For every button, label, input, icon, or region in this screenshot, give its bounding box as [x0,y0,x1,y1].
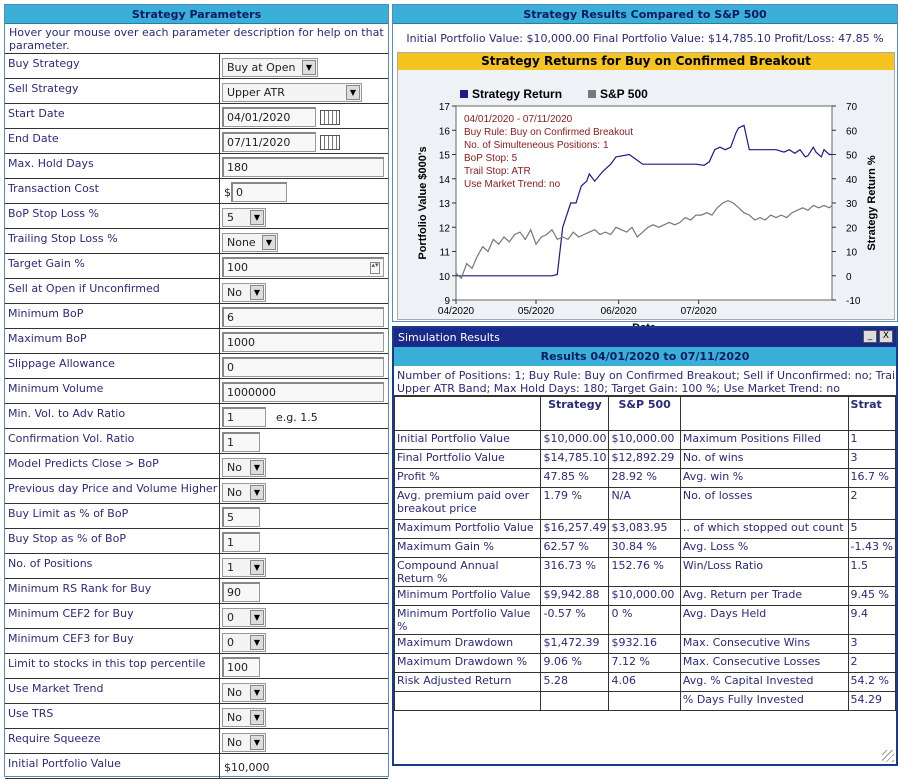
select-value: No [227,710,242,724]
chevron-down-icon: ▼ [346,85,360,100]
param-input[interactable]: 0 [231,182,287,202]
param-value-cell [220,104,388,128]
col-sp500: S&P 500 [609,397,680,431]
param-label[interactable]: Trailing Stop Loss % [5,229,220,253]
strategy-value-2: 16.7 % [848,469,895,488]
param-input[interactable]: 5 [222,507,260,527]
select-value: 1 [227,560,234,574]
select-value: No [227,460,242,474]
sp500-value: 7.12 % [609,654,680,673]
results-row [395,692,896,711]
window-title: Simulation Results [398,331,500,344]
param-value-cell [220,54,388,78]
metric-label-2: Win/Loss Ratio [680,558,848,587]
param-label[interactable]: Min. Vol. to Adv Ratio [5,404,220,428]
param-row [5,404,388,429]
strategy-value: $10,000.00 [541,431,609,450]
chevron-down-icon: ▼ [250,610,264,625]
param-row [5,104,388,129]
param-row [5,554,388,579]
strategy-value-2: -1.43 % [848,539,895,558]
param-label[interactable]: Minimum Volume [5,379,220,403]
param-value-cell [220,404,388,428]
chevron-down-icon: ▼ [250,460,264,475]
param-value-cell [220,379,388,403]
metric-label-2: No. of wins [680,450,848,469]
y-tick-label: 9 [444,296,450,307]
y-right-tick-label: -10 [846,296,861,307]
spinner-icon[interactable]: ▴▾ [370,262,380,274]
param-row [5,329,388,354]
results-row [395,558,896,587]
param-value-cell [220,179,388,203]
param-label[interactable]: Minimum BoP [5,304,220,328]
param-label[interactable]: Minimum CEF3 for Buy [5,629,220,653]
param-row [5,79,388,104]
y-tick-label: 13 [438,199,450,210]
y-tick-label: 12 [438,223,450,235]
param-value-cell [220,629,388,653]
param-hint: e.g. 1.5 [276,410,318,424]
param-value-cell [220,279,388,303]
sp500-value: 152.76 % [609,558,680,587]
results-row [395,635,896,654]
metric-label-2: Avg. % Capital Invested [680,673,848,692]
param-row [5,729,388,754]
param-value-cell [220,354,388,378]
param-value-cell [220,554,388,578]
param-input[interactable]: 6 [222,307,384,327]
param-input[interactable]: 1000 [222,332,384,352]
sp500-value [609,692,680,711]
param-select[interactable] [222,683,266,702]
param-label[interactable]: Max. Hold Days [5,154,220,178]
select-value: Buy at Open [227,60,296,74]
select-value: No [227,735,242,749]
chevron-down-icon: ▼ [250,285,264,300]
y-tick-label: 11 [439,247,450,259]
simulation-results-window [392,326,898,766]
param-select[interactable] [222,233,278,252]
results-row [395,520,896,539]
results-header: Strategy Results Compared to S&P 500 [393,5,897,24]
param-row [5,304,388,329]
date-input[interactable]: 07/11/2020 [222,132,316,152]
chart-annotation: Buy Rule: Buy on Confirmed Breakout [464,127,633,138]
select-value: No [227,485,242,499]
strategy-value: 316.73 % [541,558,609,587]
legend-swatch-strategy [460,90,468,98]
param-value-cell [220,704,388,728]
metric-label-2: Avg. Days Held [680,606,848,635]
chart-annotation: Use Market Trend: no [464,179,561,190]
param-label[interactable]: Minimum RS Rank for Buy [5,579,220,603]
param-value-cell [220,604,388,628]
param-input[interactable]: 1 [222,407,266,427]
x-tick-label: 05/2020 [517,306,555,317]
strategy-parameters-panel [4,4,389,777]
param-row [5,454,388,479]
results-row [395,469,896,488]
y-right-tick-label: 70 [846,102,858,113]
date-input[interactable]: 04/01/2020 [222,107,316,127]
parameters-help-text: Hover your mouse over each parameter description for help on that parameter. [5,24,388,54]
param-label[interactable]: Maximum BoP [5,329,220,353]
param-value-cell [220,329,388,353]
metric-label: Maximum Drawdown [395,635,541,654]
param-value-cell [220,654,388,678]
results-row [395,673,896,692]
sim-description-line1: Number of Positions: 1; Buy Rule: Buy on Confirmed Breakout; Sell if Unconfirmed: no; Trai [397,369,896,382]
param-row [5,179,388,204]
param-select[interactable] [222,58,318,77]
calendar-icon[interactable] [320,110,340,125]
x-tick-label: 07/2020 [680,306,717,317]
strategy-value-2: 1 [848,431,895,450]
metric-label: Initial Portfolio Value [395,431,541,450]
strategy-results-panel [392,4,898,322]
col-empty [395,397,541,431]
strategy-value: -0.57 % [541,606,609,635]
metric-label: Final Portfolio Value [395,450,541,469]
y-tick-label: 14 [438,174,450,186]
select-value: 0 [227,635,234,649]
sp500-value: 28.92 % [609,469,680,488]
param-label[interactable]: Use Market Trend [5,679,220,703]
strategy-value-2: 2 [848,488,895,520]
y-tick-label: 15 [438,150,450,162]
param-value-cell [220,229,388,253]
param-label[interactable]: Sell at Open if Unconfirmed [5,279,220,303]
results-row [395,539,896,558]
param-label[interactable]: End Date [5,129,220,153]
param-input[interactable]: 0 [222,357,384,377]
param-input[interactable]: 100 [222,657,260,677]
param-value-cell [220,79,388,103]
sp500-value: 4.06 [609,673,680,692]
param-value-cell [220,729,388,753]
y-tick-label: 10 [438,271,450,283]
strategy-value-2: 9.45 % [848,587,895,606]
param-value-cell [220,304,388,328]
y-right-tick-label: 10 [846,247,858,259]
param-select[interactable] [222,83,362,102]
legend-swatch-sp500 [588,90,596,98]
strategy-value: $16,257.49 [541,520,609,539]
metric-label-2: Avg. win % [680,469,848,488]
param-input[interactable]: 90 [222,582,260,602]
metric-label-2: .. of which stopped out count [680,520,848,539]
metric-label: Minimum Portfolio Value % [395,606,541,635]
param-select[interactable] [222,283,266,302]
param-select[interactable] [222,208,266,227]
chevron-down-icon: ▼ [250,560,264,575]
param-label[interactable]: Start Date [5,104,220,128]
param-input[interactable]: 1000000 [222,382,384,402]
results-row [395,654,896,673]
strategy-value: 9.06 % [541,654,609,673]
parameters-header: Strategy Parameters [5,5,388,24]
y-tick-label: 16 [438,126,450,138]
portfolio-summary: Initial Portfolio Value: $10,000.00 Final Portfolio Value: $14,785.10 Profit/Loss: 47.85 % [406,32,884,45]
param-static-value: $10,000 [224,760,270,774]
sim-description [394,366,896,396]
sp500-value: N/A [609,488,680,520]
sp500-value: $12,892.29 [609,450,680,469]
strategy-value: $14,785.10 [541,450,609,469]
param-label[interactable]: Model Predicts Close > BoP [5,454,220,478]
param-select[interactable] [222,733,266,752]
metric-label-2: Max. Consecutive Wins [680,635,848,654]
metric-label-2: Avg. Return per Trade [680,587,848,606]
select-value: Upper ATR [227,85,285,99]
chevron-down-icon: ▼ [250,710,264,725]
chart-annotation: Trail Stop: ATR [464,166,531,177]
param-label[interactable]: Minimum CEF2 for Buy [5,604,220,628]
param-value-cell [220,579,388,603]
strategy-value-2: 3 [848,450,895,469]
param-row [5,229,388,254]
sp500-value: 30.84 % [609,539,680,558]
strategy-value-2: 5 [848,520,895,539]
param-row [5,154,388,179]
param-input[interactable]: 1 [222,532,260,552]
param-select[interactable] [222,708,266,727]
y-right-axis-label: Strategy Return % [866,155,878,251]
param-value-cell [220,204,388,228]
y-right-tick-label: 20 [846,223,858,235]
strategy-value: 62.57 % [541,539,609,558]
sp500-value: $10,000.00 [609,587,680,606]
param-value-cell [220,129,388,153]
param-row [5,354,388,379]
param-input[interactable]: 1 [222,432,260,452]
param-label[interactable]: Initial Portfolio Value [5,754,220,778]
select-value: No [227,285,242,299]
metric-label: Risk Adjusted Return [395,673,541,692]
metric-label-2: No. of losses [680,488,848,520]
metric-label [395,692,541,711]
select-value: 5 [227,210,234,224]
param-value-cell [220,504,388,528]
metric-label: Profit % [395,469,541,488]
param-label[interactable]: Use TRS [5,704,220,728]
chevron-down-icon: ▼ [250,485,264,500]
param-label[interactable]: BoP Stop Loss % [5,204,220,228]
param-value-cell [220,479,388,503]
strategy-value [541,692,609,711]
chevron-down-icon: ▼ [302,60,316,75]
param-row [5,604,388,629]
select-value: No [227,685,242,699]
param-label[interactable]: Buy Limit as % of BoP [5,504,220,528]
param-select[interactable] [222,633,266,652]
param-label[interactable]: Limit to stocks in this top percentile [5,654,220,678]
param-value-cell [220,154,388,178]
spin-value: 100 [227,261,248,274]
select-value: 0 [227,610,234,624]
param-row [5,529,388,554]
param-label[interactable]: Confirmation Vol. Ratio [5,429,220,453]
param-value-cell [220,754,388,778]
strategy-value: 5.28 [541,673,609,692]
sp500-value: $3,083.95 [609,520,680,539]
col-strategy-2: Strat [848,397,895,431]
metric-label-2: % Days Fully Invested [680,692,848,711]
param-row [5,629,388,654]
param-value-cell [220,679,388,703]
chart-svg [398,70,894,319]
strategy-value-2: 1.5 [848,558,895,587]
param-label[interactable]: Target Gain % [5,254,220,278]
chart-annotation: 04/01/2020 - 07/11/2020 [464,114,573,125]
metric-label: Maximum Portfolio Value [395,520,541,539]
param-row [5,254,388,279]
chevron-down-icon: ▼ [250,635,264,650]
param-value-cell [220,254,388,278]
minimize-button[interactable]: _ [863,330,877,343]
y-right-tick-label: 60 [846,126,858,138]
param-row [5,504,388,529]
strategy-value-2: 3 [848,635,895,654]
chevron-down-icon: ▼ [250,210,264,225]
chart-annotation: BoP Stop: 5 [464,153,518,164]
sim-description-line2: Upper ATR Band; Max Hold Days: 180; Target Gain: 100 %; Use Market Trend: no [397,382,840,395]
param-row [5,129,388,154]
sp500-value: 0 % [609,606,680,635]
y-axis-label: Portfolio Value $000's [417,146,429,260]
param-row [5,579,388,604]
param-row [5,704,388,729]
spin-input[interactable] [222,257,384,277]
param-row [5,379,388,404]
sp500-value: $10,000.00 [609,431,680,450]
chevron-down-icon: ▼ [262,235,276,250]
currency-prefix: $ [224,185,231,199]
metric-label-2: Maximum Positions Filled [680,431,848,450]
strategy-value: $9,942.88 [541,587,609,606]
strategy-value-2: 2 [848,654,895,673]
results-row [395,587,896,606]
col-empty-2 [680,397,848,431]
y-right-tick-label: 30 [846,199,858,210]
legend-label-sp500: S&P 500 [600,87,648,101]
y-right-tick-label: 50 [846,150,858,162]
chevron-down-icon: ▼ [250,685,264,700]
param-row [5,429,388,454]
param-select[interactable] [222,458,266,477]
y-tick-label: 17 [438,102,450,113]
legend-label-strategy: Strategy Return [472,87,563,101]
y-right-tick-label: 0 [846,271,852,283]
param-row [5,754,388,779]
param-select[interactable] [222,558,266,577]
spacer-cell [395,711,896,733]
strategy-value: 47.85 % [541,469,609,488]
param-label[interactable]: Previous day Price and Volume Higher [5,479,220,503]
strategy-value-2: 54.2 % [848,673,895,692]
strategy-value: 1.79 % [541,488,609,520]
chart-title: Strategy Returns for Buy on Confirmed Breakout [398,53,894,70]
sp500-value: $932.16 [609,635,680,654]
col-strategy: Strategy [541,397,609,431]
param-value-cell [220,454,388,478]
results-row [395,431,896,450]
results-table [394,396,896,733]
close-button[interactable]: X [879,330,893,343]
param-label[interactable]: Require Squeeze [5,729,220,753]
param-label[interactable]: Slippage Allowance [5,354,220,378]
metric-label: Maximum Gain % [395,539,541,558]
select-value: None [227,235,256,249]
x-tick-label: 04/2020 [437,306,475,317]
metric-label: Avg. premium paid over breakout price [395,488,541,520]
results-spacer-row [395,711,896,733]
param-label[interactable]: Transaction Cost [5,179,220,203]
metric-label-2: Max. Consecutive Losses [680,654,848,673]
chart-annotation: No. of Simulteneous Positions: 1 [464,140,609,151]
param-row [5,279,388,304]
chevron-down-icon: ▼ [250,735,264,750]
param-input[interactable]: 180 [222,157,384,177]
calendar-icon[interactable] [320,135,340,150]
metric-label: Minimum Portfolio Value [395,587,541,606]
strategy-chart [397,52,895,320]
param-label[interactable]: Buy Strategy [5,54,220,78]
param-select[interactable] [222,608,266,627]
metric-label-2: Avg. Loss % [680,539,848,558]
x-tick-label: 06/2020 [600,306,637,317]
results-row [395,606,896,635]
resize-grip[interactable] [882,750,894,762]
metric-label: Maximum Drawdown % [395,654,541,673]
results-row [395,488,896,520]
parameter-list [5,54,388,779]
sim-results-header: Results 04/01/2020 to 07/11/2020 [394,347,896,366]
metric-label: Compound Annual Return % [395,558,541,587]
param-select[interactable] [222,483,266,502]
param-value-cell [220,429,388,453]
param-row [5,54,388,79]
param-row [5,479,388,504]
param-row [5,679,388,704]
results-row [395,450,896,469]
param-label[interactable]: Sell Strategy [5,79,220,103]
strategy-value: $1,472.39 [541,635,609,654]
param-label[interactable]: Buy Stop as % of BoP [5,529,220,553]
param-row [5,654,388,679]
param-label[interactable]: No. of Positions [5,554,220,578]
y-right-tick-label: 40 [846,174,858,186]
window-titlebar[interactable] [394,328,896,347]
param-value-cell [220,529,388,553]
strategy-value-2: 9.4 [848,606,895,635]
param-row [5,204,388,229]
strategy-value-2: 54.29 [848,692,895,711]
